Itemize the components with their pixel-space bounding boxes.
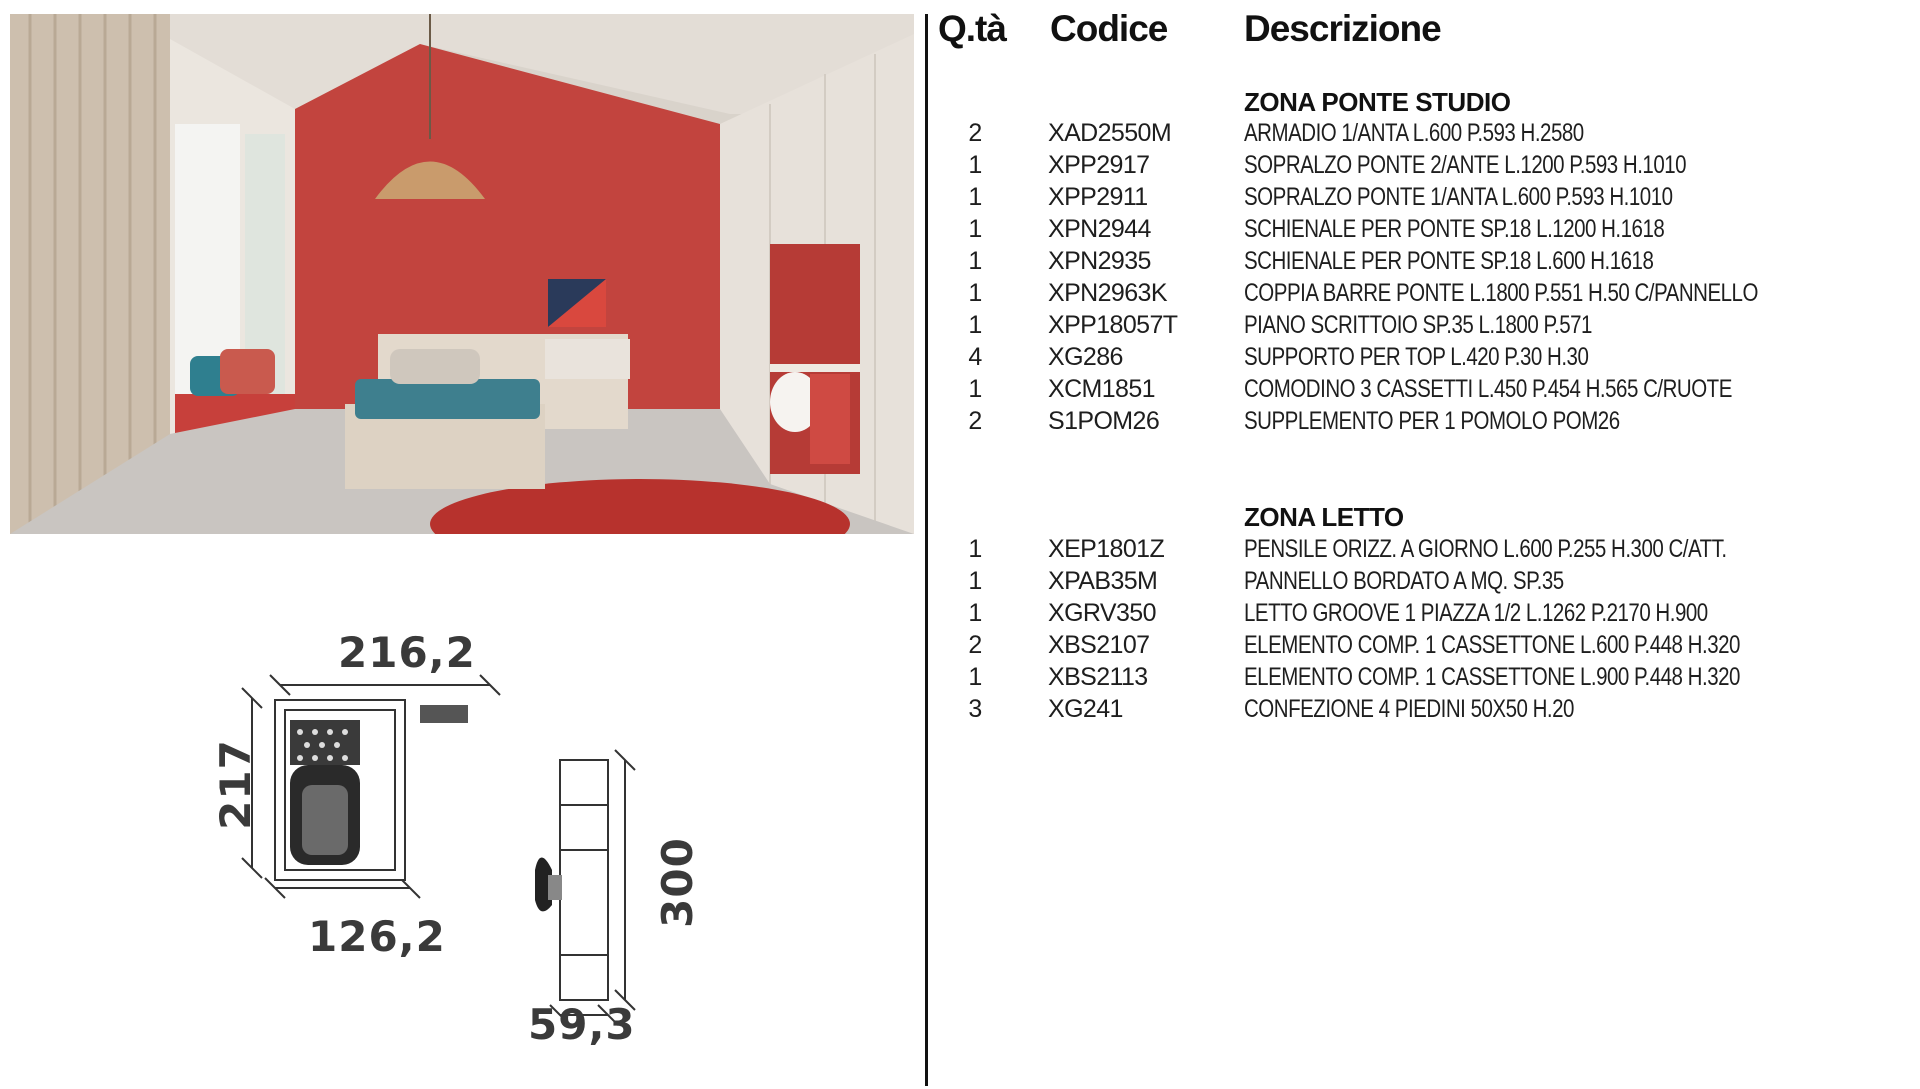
- row-code: XG286: [1048, 343, 1123, 371]
- row-code: XPN2935: [1048, 247, 1151, 275]
- row-qty: 1: [968, 311, 982, 339]
- table-row: [0, 309, 1920, 341]
- header-description: Descrizione: [1244, 8, 1441, 49]
- row-qty: 2: [968, 407, 982, 435]
- row-code: XG241: [1048, 695, 1123, 723]
- bed-width-dimension: 216,2: [338, 628, 476, 677]
- table-row: [0, 181, 1920, 213]
- row-description: ELEMENTO COMP. 1 CASSETTONE L.900 P.448 H.320: [1244, 663, 1740, 691]
- table-row: [0, 597, 1920, 629]
- row-qty: 1: [968, 247, 982, 275]
- row-qty: 1: [968, 151, 982, 179]
- header-code: Codice: [1050, 8, 1168, 49]
- row-description: SUPPLEMENTO PER 1 POMOLO POM26: [1244, 407, 1620, 435]
- row-qty: 1: [968, 663, 982, 691]
- row-description: CONFEZIONE 4 PIEDINI 50X50 H.20: [1244, 695, 1574, 723]
- row-qty: 3: [968, 695, 982, 723]
- table-row: [0, 341, 1920, 373]
- row-code: XPN2963K: [1048, 279, 1167, 307]
- row-code: XBS2107: [1048, 631, 1150, 659]
- table-row: [0, 245, 1920, 277]
- table-row: [0, 213, 1920, 245]
- row-qty: 1: [968, 535, 982, 563]
- header-qty: Q.tà: [938, 8, 1006, 49]
- row-description: SCHIENALE PER PONTE SP.18 L.600 H.1618: [1244, 247, 1654, 275]
- section-title-ponte-studio: ZONA PONTE STUDIO: [1244, 87, 1511, 117]
- row-qty: 1: [968, 599, 982, 627]
- row-description: SCHIENALE PER PONTE SP.18 L.1200 H.1618: [1244, 215, 1665, 243]
- row-qty: 1: [968, 215, 982, 243]
- row-code: XPAB35M: [1048, 567, 1158, 595]
- row-qty: 1: [968, 375, 982, 403]
- table-row: [0, 277, 1920, 309]
- row-code: XPP18057T: [1048, 311, 1178, 339]
- row-qty: 2: [968, 119, 982, 147]
- row-code: XCM1851: [1048, 375, 1155, 403]
- bed-inner-width-dimension: 126,2: [308, 912, 446, 961]
- row-code: XAD2550M: [1048, 119, 1172, 147]
- row-code: XPP2917: [1048, 151, 1150, 179]
- table-row: [0, 405, 1920, 437]
- row-qty: 1: [968, 183, 982, 211]
- row-code: XPN2944: [1048, 215, 1151, 243]
- desk-depth-dimension: 59,3: [528, 1000, 636, 1049]
- table-row: [0, 533, 1920, 565]
- row-description: PIANO SCRITTOIO SP.35 L.1800 P.571: [1244, 311, 1592, 339]
- row-description: LETTO GROOVE 1 PIAZZA 1/2 L.1262 P.2170 H.900: [1244, 599, 1708, 627]
- row-qty: 4: [968, 343, 982, 371]
- row-description: SUPPORTO PER TOP L.420 P.30 H.30: [1244, 343, 1589, 371]
- row-code: XPP2911: [1048, 183, 1148, 211]
- row-description: COPPIA BARRE PONTE L.1800 P.551 H.50 C/PANNELLO: [1244, 279, 1758, 307]
- row-description: SOPRALZO PONTE 2/ANTE L.1200 P.593 H.1010: [1244, 151, 1687, 179]
- row-description: ARMADIO 1/ANTA L.600 P.593 H.2580: [1244, 119, 1584, 147]
- table-row: [0, 373, 1920, 405]
- table-row: [0, 149, 1920, 181]
- row-code: XBS2113: [1048, 663, 1148, 691]
- row-qty: 1: [968, 279, 982, 307]
- row-description: PANNELLO BORDATO A MQ. SP.35: [1244, 567, 1564, 595]
- row-code: XGRV350: [1048, 599, 1156, 627]
- table-row: [0, 117, 1920, 149]
- desk-length-dimension: 300: [652, 837, 702, 928]
- table-row: [0, 629, 1920, 661]
- row-code: XEP1801Z: [1048, 535, 1165, 563]
- row-qty: 1: [968, 567, 982, 595]
- row-description: PENSILE ORIZZ. A GIORNO L.600 P.255 H.300 C/ATT.: [1244, 535, 1727, 563]
- table-row: [0, 661, 1920, 693]
- row-qty: 2: [968, 631, 982, 659]
- row-code: S1POM26: [1048, 407, 1160, 435]
- bed-depth-dimension: 217: [210, 739, 260, 830]
- row-description: COMODINO 3 CASSETTI L.450 P.454 H.565 C/RUOTE: [1244, 375, 1732, 403]
- row-description: ELEMENTO COMP. 1 CASSETTONE L.600 P.448 H.320: [1244, 631, 1740, 659]
- row-description: SOPRALZO PONTE 1/ANTA L.600 P.593 H.1010: [1244, 183, 1673, 211]
- table-row: [0, 565, 1920, 597]
- section-title-letto: ZONA LETTO: [1244, 502, 1404, 532]
- table-row: [0, 693, 1920, 725]
